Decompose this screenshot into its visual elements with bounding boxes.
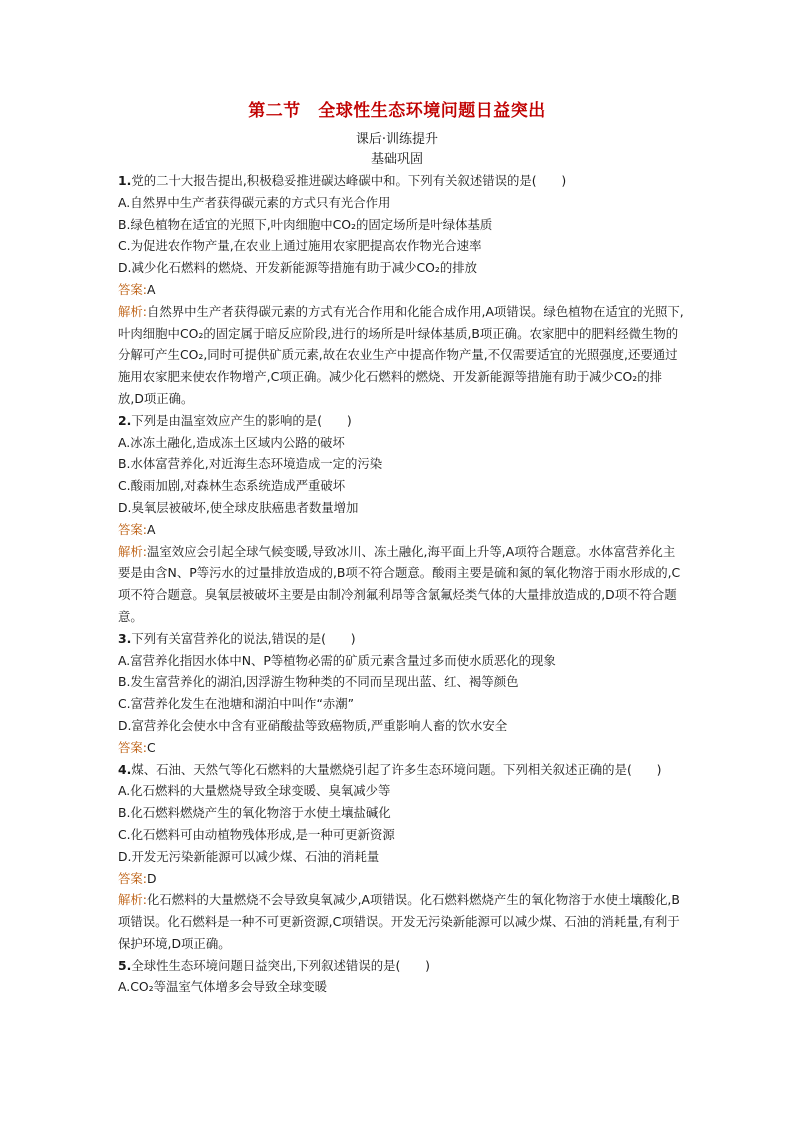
explanation-label: 解析:: [118, 303, 147, 319]
explanation-label: 解析:: [118, 892, 147, 908]
answer-label: 答案:: [118, 281, 147, 297]
option: B.水体富营养化,对近海生态环境造成一定的污染: [118, 456, 383, 472]
explanation: [118, 541, 686, 628]
question-stem: [118, 955, 686, 977]
answer-label: 答案:: [118, 870, 147, 886]
explanation: [118, 301, 686, 410]
answer: [118, 737, 686, 759]
answer-value: D: [146, 870, 157, 886]
answer: [118, 279, 686, 301]
explanation-label: 解析:: [118, 543, 147, 559]
answer: [118, 868, 686, 890]
option: A.冰冻土融化,造成冻土区域内公路的破坏: [118, 434, 345, 450]
page-title: 第二节 全球性生态环境问题日益突出: [248, 101, 546, 121]
question-stem: [118, 410, 686, 432]
question-text: 下列有关富营养化的说法,错误的是( ): [131, 630, 356, 646]
option: B.化石燃料燃烧产生的氧化物溶于水使土壤盐碱化: [118, 805, 391, 821]
question-stem: [118, 759, 686, 781]
option: C.化石燃料可由动植物残体形成,是一种可更新资源: [118, 826, 395, 842]
explanation-text: 自然界中生产者获得碳元素的方式有光合作用和化能合成作用,A项错误。绿色植物在适宜的光照下,叶肉细胞中CO₂的固定属于暗反应阶段,进行的场所是叶绿体基质,B项正确。农家肥中的肥料经微生物的分解可产生CO₂,同时可提供矿质元素,故在农业生产中提高作物产量,不仅需要适宜的光照强度,还要通过施用农家肥来使农作物增产,C项正确。减少化石燃料的燃烧、开发新能源等措施有助于减少CO₂的排放,D项正确。: [118, 303, 684, 406]
answer: [118, 519, 686, 541]
answer-label: 答案:: [118, 521, 147, 537]
option: D.减少化石燃料的燃烧、开发新能源等措施有助于减少CO₂的排放: [118, 260, 478, 276]
option: D.富营养化会使水中含有亚硝酸盐等致癌物质,严重影响人畜的饮水安全: [118, 717, 508, 733]
option: C.为促进农作物产量,在农业上通过施用农家肥提高农作物光合速率: [118, 238, 482, 254]
option: A.富营养化指因水体中N、P等植物必需的矿质元素含量过多而使水质恶化的现象: [118, 652, 556, 668]
explanation: [118, 889, 686, 954]
question-text: 煤、石油、天然气等化石燃料的大量燃烧引起了许多生态环境问题。下列相关叙述正确的是( ): [131, 761, 662, 777]
question-text: 党的二十大报告提出,积极稳妥推进碳达峰碳中和。下列有关叙述错误的是( ): [131, 173, 567, 188]
answer-value: C: [146, 739, 156, 755]
question-list: [118, 170, 686, 998]
answer-value: A: [146, 281, 156, 297]
option: D.臭氧层被破坏,使全球皮肤癌患者数量增加: [118, 499, 359, 515]
section-heading: 基础巩固: [370, 152, 423, 167]
question-stem: [118, 170, 686, 192]
explanation-text: 化石燃料的大量燃烧不会导致臭氧减少,A项错误。化石燃料燃烧产生的氧化物溶于水使土壤酸化,B项错误。化石燃料是一种不可更新资源,C项错误。开发无污染新能源可以减少煤、石油的消耗量,有利于保护环境,D项正确。: [118, 892, 680, 951]
option: A.化石燃料的大量燃烧导致全球变暖、臭氧减少等: [118, 783, 391, 799]
option: A.自然界中生产者获得碳元素的方式只有光合作用: [118, 194, 391, 210]
option: B.绿色植物在适宜的光照下,叶肉细胞中CO₂的固定场所是叶绿体基质: [118, 216, 493, 232]
option: C.酸雨加剧,对森林生态系统造成严重破坏: [118, 478, 346, 494]
answer-label: 答案:: [118, 739, 147, 755]
question-number: 1.: [118, 173, 132, 188]
option: D.开发无污染新能源可以减少煤、石油的消耗量: [118, 848, 380, 864]
answer-value: A: [146, 521, 156, 537]
question-text: 下列是由温室效应产生的影响的是( ): [131, 412, 352, 428]
explanation-text: 温室效应会引起全球气候变暖,导致冰川、冻土融化,海平面上升等,A项符合题意。水体富营养化主要是由含N、P等污水的过量排放造成的,B项不符合题意。酸雨主要是硫和氮的氧化物溶于雨水形成的,C项不符合题意。臭氧层被破坏主要是由制冷剂氟利昂等含氯氟烃类气体的大量排放造成的,D项不符合题意。: [118, 543, 681, 624]
question-number: 5.: [118, 957, 132, 973]
option: A.CO₂等温室气体增多会导致全球变暖: [118, 979, 328, 995]
option: C.富营养化发生在池塘和湖泊中叫作“赤潮”: [118, 696, 355, 712]
question-stem: [118, 628, 686, 650]
section-subtitle: 课后·训练提升: [355, 132, 439, 147]
question-number: 2.: [118, 412, 132, 428]
question-number: 3.: [118, 630, 132, 646]
option: B.发生富营养化的湖泊,因浮游生物种类的不同而呈现出蓝、红、褐等颜色: [118, 674, 519, 690]
question-text: 全球性生态环境问题日益突出,下列叙述错误的是( ): [131, 957, 430, 973]
question-number: 4.: [118, 761, 132, 777]
